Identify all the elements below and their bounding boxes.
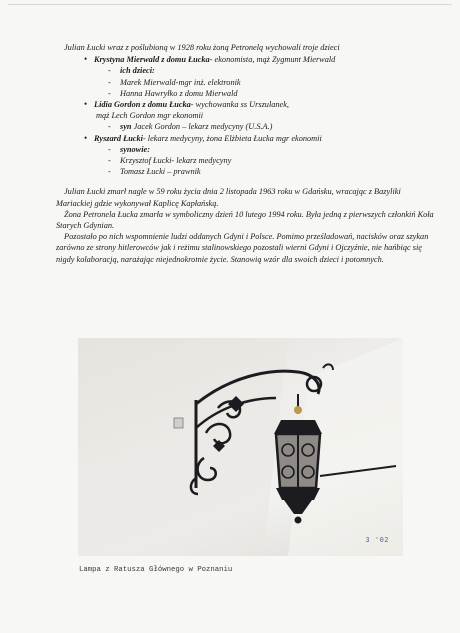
bullet-icon: • <box>84 132 88 143</box>
paragraph: Żona Petronela Łucka zmarła w symboliczny dzień 10 lutego 1994 roku. Była jedną z pierwszych członkiń Koła Starych Gdynian. <box>56 209 434 231</box>
paragraph: Pozostało po nich wspomnienie ludzi oddanych Gdyni i Polsce. Pomimo prześladowań, nacisków oraz szykan zarówno ze strony hitlerowców jak i reżimu stalinowskiego pozostali wierni Gdyni i Ojczyźnie, nie hańbiąc się nigdy kolaboracją, narażając niejednokrotnie życie. Stanowią wzór dla swoich dzieci i potomnych. <box>56 232 429 264</box>
photo-date-stamp: 3 '02 <box>365 536 389 544</box>
relation-label: synowie: <box>120 144 150 154</box>
biography-paragraphs <box>56 186 436 264</box>
child-name: Jacek Gordon – lekarz medycyny (U.S.A.) <box>131 122 273 132</box>
person-desc: lekarz medycyny, żona Elżbieta Łucka mgr ekonomii <box>145 133 322 143</box>
child-row: - Krzysztof Łucki- lekarz medycyny <box>108 156 232 166</box>
person-name: Lidia Gordon z domu Łucka- <box>94 100 194 110</box>
children-list <box>56 54 436 177</box>
person-desc: ekonomista, mąż Zygmunt Mierwald <box>212 55 336 65</box>
child-name: Hanna Hawryłko z domu Mierwald <box>120 88 238 98</box>
child-name: Krzysztof Łucki- lekarz medycyny <box>120 156 232 166</box>
bullet-icon: • <box>84 54 88 65</box>
person-desc-continued: mąż Lech Gordon mgr ekonomii <box>96 111 204 121</box>
intro-line: Julian Łucki wraz z poślubioną w 1928 roku żoną Petronelą wychowali troje dzieci <box>64 43 340 52</box>
person-item <box>56 99 436 133</box>
child-name: Marek Mierwald-mgr inż. elektronik <box>120 77 241 87</box>
person-item <box>56 133 436 178</box>
person-desc: wychowanka ss Urszulanek, <box>193 100 289 110</box>
person-name: Ryszard Łucki- <box>94 133 146 143</box>
photo-caption: Lampa z Ratusza Głównego w Poznaniu <box>79 566 233 574</box>
child-row: - Marek Mierwald-mgr inż. elektronik <box>108 77 241 87</box>
relation-row: - ich dzieci: <box>108 66 155 76</box>
bullet-icon: • <box>84 99 88 110</box>
child-row: - Hanna Hawryłko z domu Mierwald <box>108 88 238 98</box>
child-name: Tomasz Łucki – prawnik <box>120 167 201 177</box>
relation-row: - synowie: <box>108 144 150 154</box>
person-item <box>56 54 436 99</box>
paragraph: Julian Łucki zmarł nagle w 59 roku życia dnia 2 listopada 1963 roku w Gdańsku, wracając z Bazyliki Mariackiej gdzie wykonywał Kaplicę Kapłańską. <box>56 187 401 208</box>
document-text <box>56 42 436 265</box>
relation-label: ich dzieci: <box>120 66 155 76</box>
child-row: - Tomasz Łucki – prawnik <box>108 167 201 177</box>
relation-label: syn <box>120 122 132 132</box>
lamp-photo <box>78 338 403 556</box>
relation-row: - syn Jacek Gordon – lekarz medycyny (U.S.A.) <box>108 122 273 132</box>
person-name: Krystyna Mierwald z domu Łucka- <box>94 55 213 65</box>
page-edge <box>8 4 452 5</box>
wrought-iron-lamp-illustration <box>78 338 403 556</box>
